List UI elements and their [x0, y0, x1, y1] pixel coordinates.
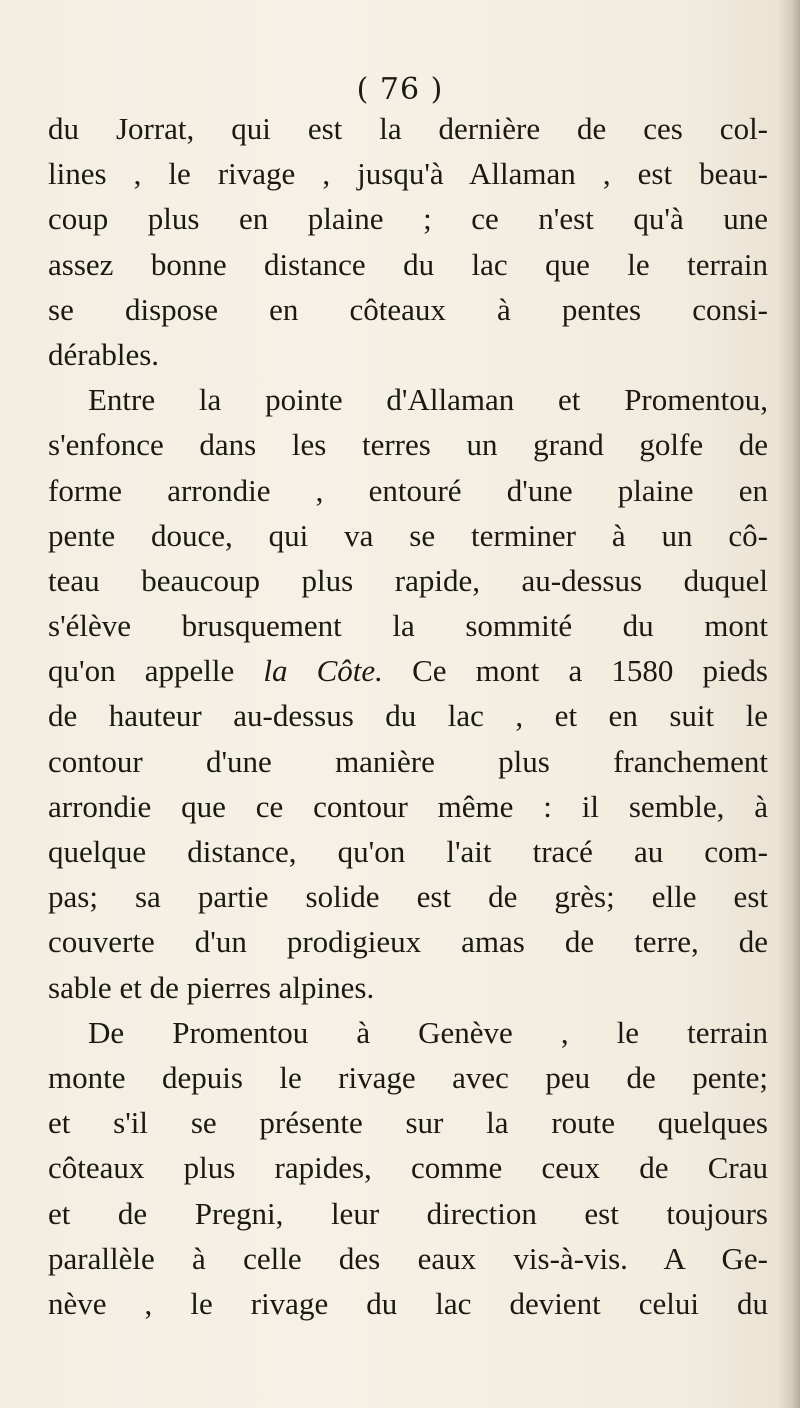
text-line: et s'il se présente sur la route quelques	[48, 1105, 768, 1141]
text-line: monte depuis le rivage avec peu de pente;	[48, 1059, 768, 1095]
text-line: du Jorrat, qui est la dernière de ces col-	[48, 111, 768, 146]
text-segment: qu'on appelle	[48, 653, 235, 689]
text-line: s'enfonce dans les terres un grand golfe de	[48, 427, 768, 463]
text-line: dérables.	[48, 336, 160, 372]
text-line-with-italic	[48, 648, 768, 693]
text-segment: Ce mont a 1580 pieds	[412, 653, 768, 689]
text-line: arrondie que ce contour même : il semble, à	[48, 788, 768, 824]
text-line: s'élève brusquement la sommité du mont	[48, 608, 768, 644]
text-line: couverte d'un prodigieux amas de terre, de	[48, 924, 768, 960]
text-line: côteaux plus rapides, comme ceux de Crau	[48, 1150, 768, 1186]
text-line: sable et de pierres alpines.	[48, 969, 375, 1005]
paragraph-start-line: Entre la pointe d'Allaman et Promentou,	[88, 382, 768, 418]
text-line: quelque distance, qu'on l'ait tracé au com-	[48, 834, 768, 869]
page-number: ( 76 )	[356, 72, 444, 107]
text-line: pas; sa partie solide est de grès; elle est	[48, 879, 768, 915]
text-line: et de Pregni, leur direction est toujours	[48, 1195, 768, 1231]
italic-place-name: la Côte.	[263, 653, 383, 689]
text-line: parallèle à celle des eaux vis-à-vis. A Ge-	[48, 1240, 768, 1276]
text-line: contour d'une manière plus franchement	[48, 743, 768, 779]
text-line: nève , le rivage du lac devient celui du	[48, 1285, 768, 1321]
text-line: pente douce, qui va se terminer à un cô-	[48, 517, 768, 553]
text-line: coup plus en plaine ; ce n'est qu'à une	[48, 201, 768, 237]
text-line: de hauteur au-dessus du lac , et en suit le	[48, 698, 768, 734]
page-edge-shadow	[778, 0, 800, 1408]
text-line: lines , le rivage , jusqu'à Allaman , est beau-	[48, 156, 768, 192]
text-line: assez bonne distance du lac que le terrain	[48, 246, 768, 282]
paragraph-start-line: De Promentou à Genève , le terrain	[88, 1014, 768, 1050]
text-line: forme arrondie , entouré d'une plaine en	[48, 472, 768, 508]
text-line: teau beaucoup plus rapide, au-dessus duquel	[48, 562, 768, 598]
page-body	[48, 106, 768, 1326]
text-line: se dispose en côteaux à pentes consi-	[48, 291, 768, 327]
